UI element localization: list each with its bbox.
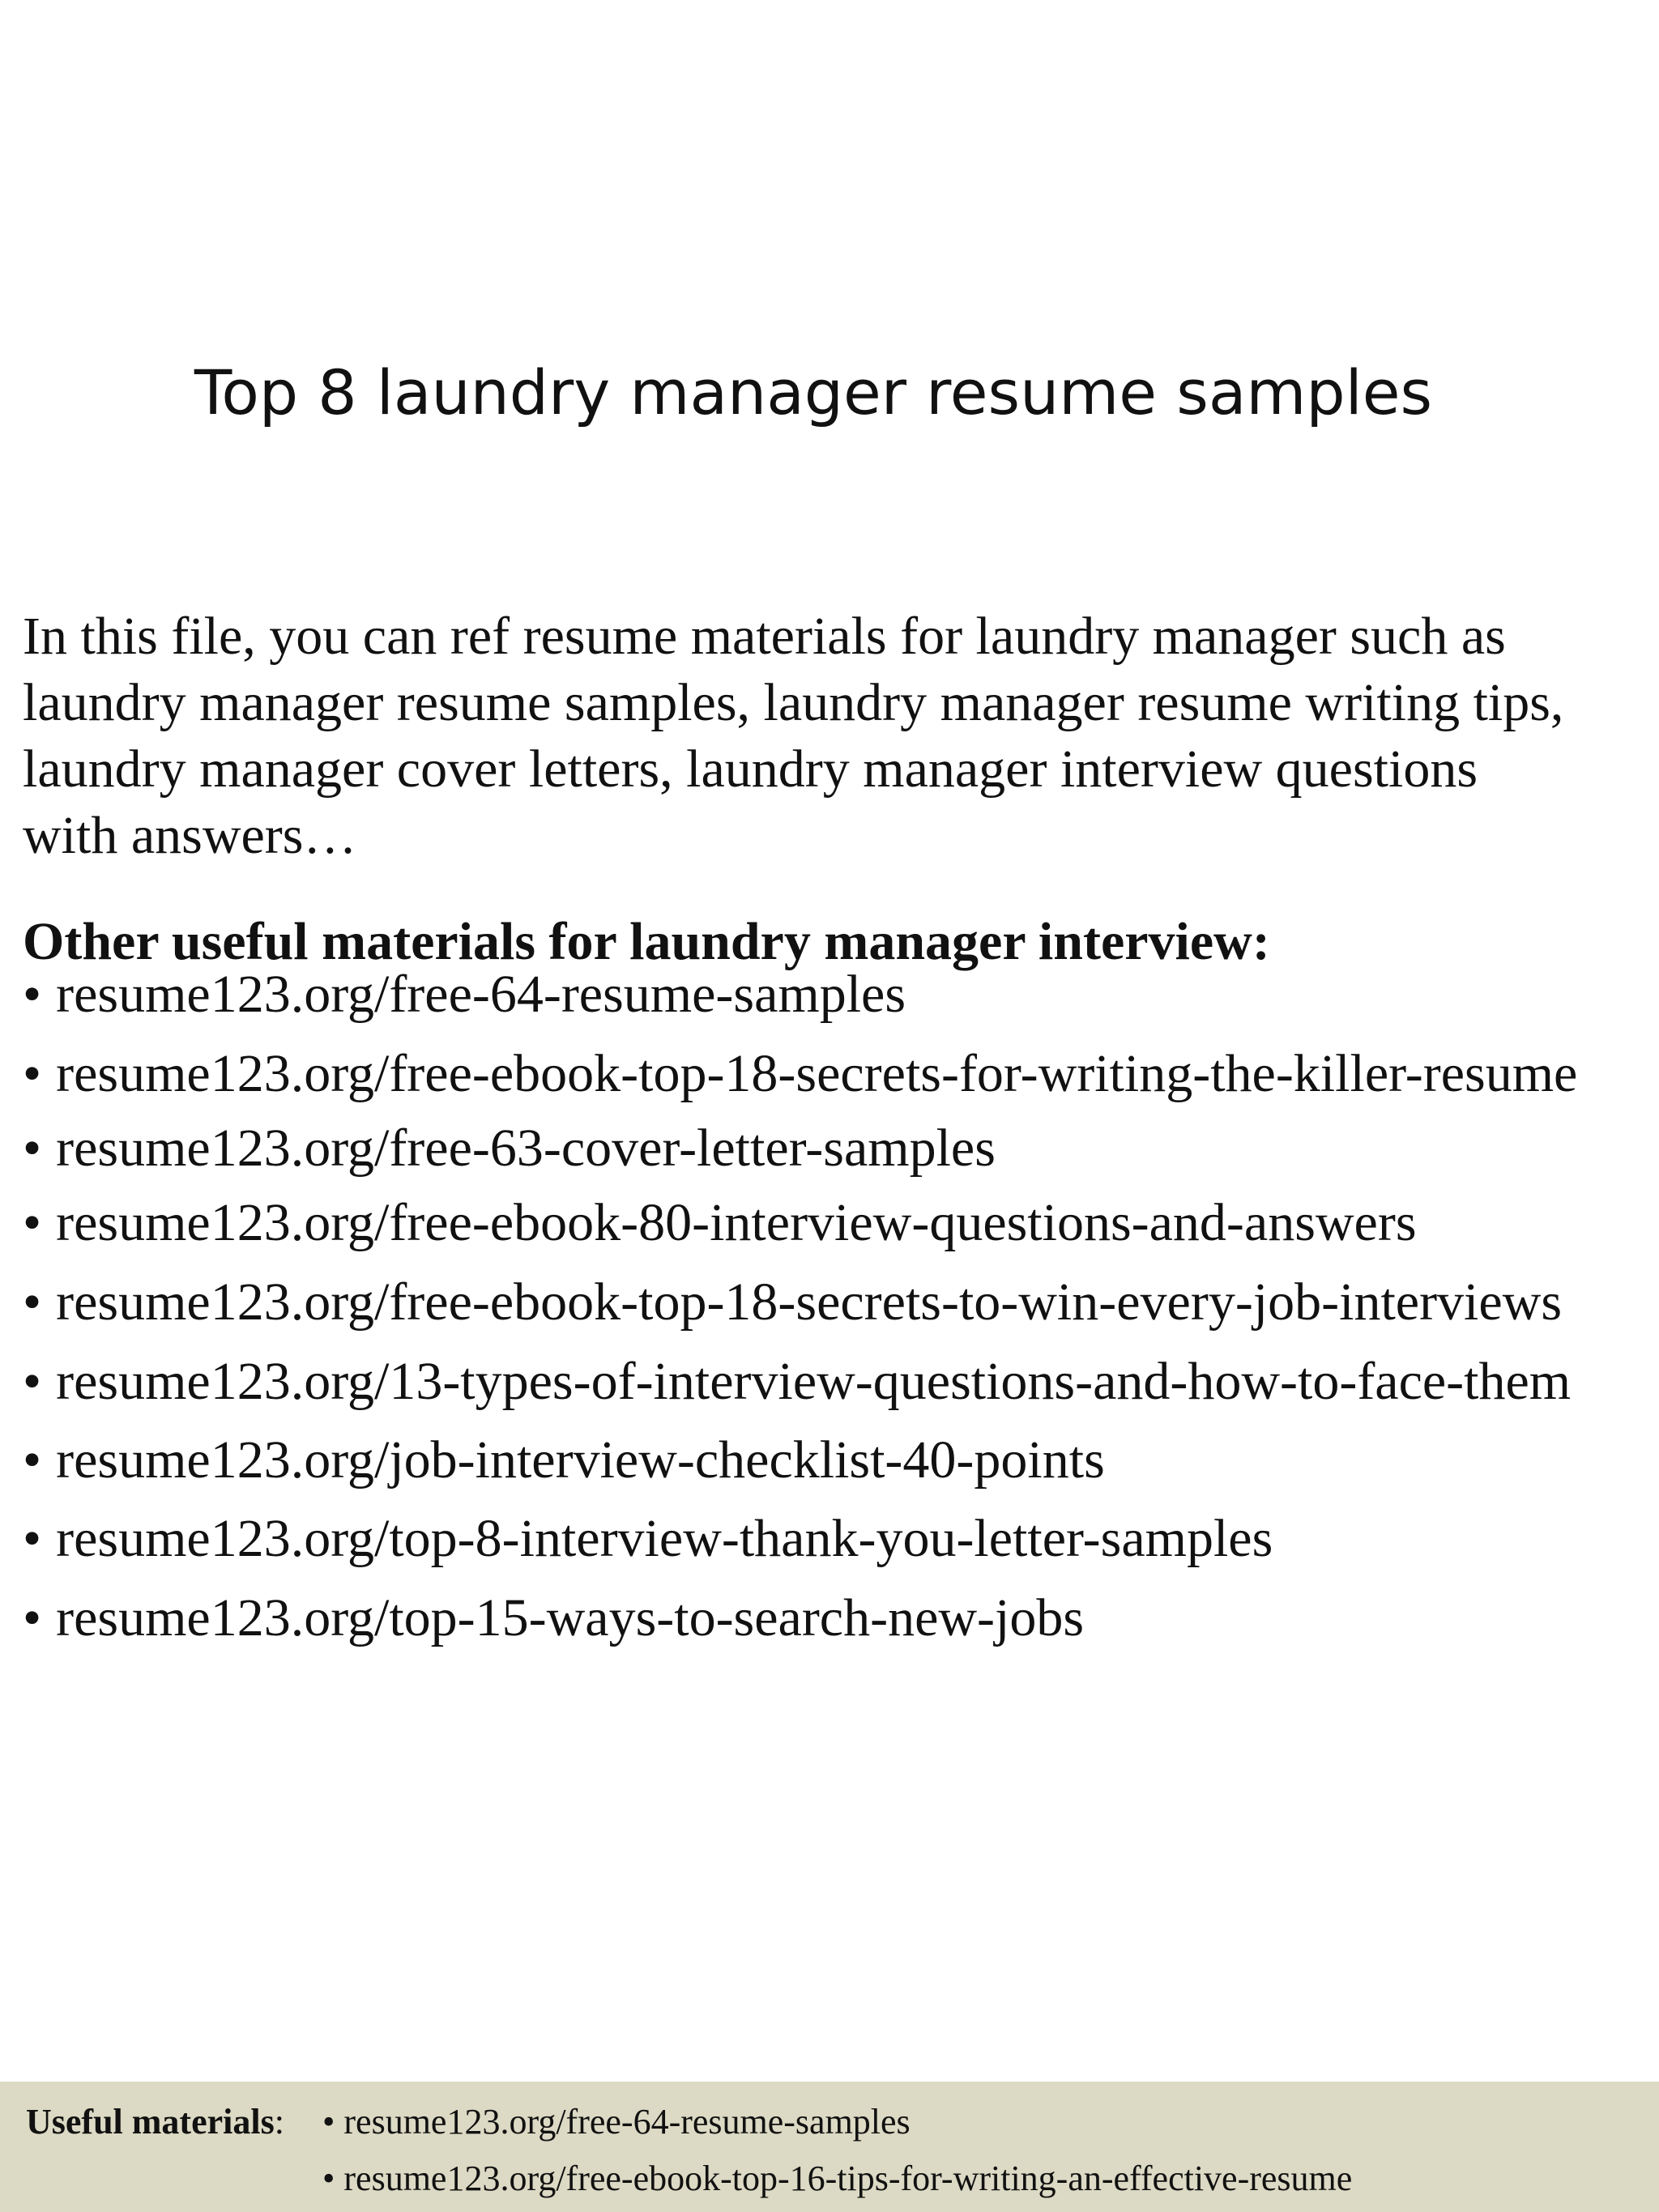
bullet-icon: • [23, 1044, 42, 1103]
bullet-icon: • [23, 1193, 42, 1252]
materials-link[interactable]: resume123.org/free-63-cover-letter-samples [56, 1119, 996, 1178]
bullet-icon: • [23, 1272, 42, 1332]
bullet-icon: • [322, 2159, 335, 2198]
footer-bar [0, 2082, 1659, 2212]
intro-line: with answers… [23, 806, 357, 865]
materials-link[interactable]: resume123.org/top-15-ways-to-search-new-jobs [56, 1588, 1085, 1647]
materials-link[interactable]: resume123.org/job-interview-checklist-40-points [56, 1430, 1105, 1490]
materials-link-item[interactable] [23, 1272, 1562, 1333]
materials-link-item[interactable] [23, 1430, 1105, 1491]
materials-link-item[interactable] [23, 1351, 1571, 1413]
materials-link[interactable]: resume123.org/free-64-resume-samples [56, 965, 906, 1024]
materials-link[interactable]: resume123.org/free-ebook-80-interview-questions-and-answers [56, 1193, 1417, 1252]
materials-link-item[interactable] [23, 1043, 1577, 1105]
footer-label [26, 2101, 284, 2142]
intro-line: laundry manager cover letters, laundry manager interview questions [23, 739, 1478, 799]
bullet-icon: • [23, 1588, 42, 1647]
materials-heading: Other useful materials for laundry manager interview: [23, 912, 1270, 971]
page-title: Top 8 laundry manager resume samples [194, 356, 1433, 428]
materials-link-item[interactable] [23, 1118, 996, 1179]
bullet-icon: • [23, 1119, 42, 1178]
bullet-icon: • [23, 1430, 42, 1490]
footer-link[interactable]: resume123.org/free-64-resume-samples [343, 2102, 911, 2142]
bullet-icon: • [23, 965, 42, 1024]
footer-link-item[interactable] [322, 2158, 1352, 2199]
materials-link[interactable]: resume123.org/top-8-interview-thank-you-letter-samples [56, 1509, 1273, 1568]
materials-link-item[interactable] [23, 1192, 1417, 1254]
bullet-icon: • [23, 1352, 42, 1411]
footer-link[interactable]: resume123.org/free-ebook-top-16-tips-for-writing-an-effective-resume [343, 2159, 1353, 2198]
footer-label-text: Useful materials [26, 2102, 275, 2142]
materials-link-item[interactable] [23, 964, 906, 1025]
intro-line: In this file, you can ref resume materials for laundry manager such as [23, 607, 1506, 666]
intro-line: laundry manager resume samples, laundry manager resume writing tips, [23, 673, 1564, 732]
footer-label-colon: : [274, 2102, 284, 2142]
footer-link-item[interactable] [322, 2101, 911, 2142]
intro-paragraph [23, 603, 1636, 869]
bullet-icon: • [23, 1509, 42, 1568]
materials-link[interactable]: resume123.org/13-types-of-interview-questions-and-how-to-face-them [56, 1352, 1572, 1411]
materials-link[interactable]: resume123.org/free-ebook-top-18-secrets-to-win-every-job-interviews [56, 1272, 1563, 1332]
materials-link-item[interactable] [23, 1508, 1273, 1570]
materials-link-item[interactable] [23, 1588, 1084, 1649]
materials-link[interactable]: resume123.org/free-ebook-top-18-secrets-for-writing-the-killer-resume [56, 1044, 1578, 1103]
bullet-icon: • [322, 2102, 335, 2142]
